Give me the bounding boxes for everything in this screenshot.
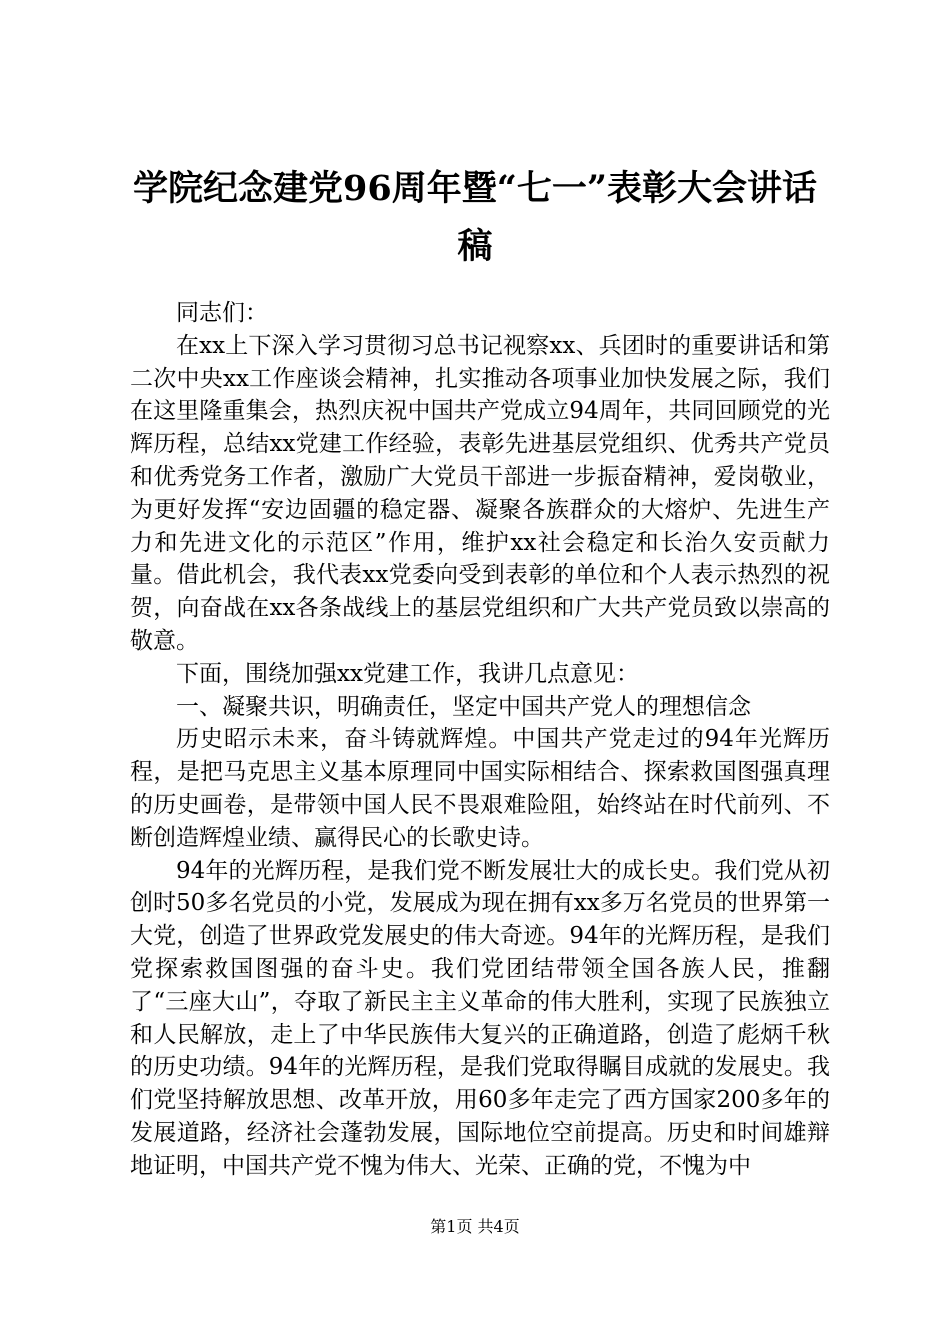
paragraph: 下面，围绕加强xx党建工作，我讲几点意见： [176, 660, 639, 687]
paragraph: 历史昭示未来，奋斗铸就辉煌。中国共产党走过的94年光辉历程，是把马克思主义基本原理同中国实际相结合、探索救国图强真理的历史画卷，是带领中国人民不畏艰难险阻，始终站在时代前列、不断创造辉煌业绩、赢得民心的长歌史诗。 [130, 726, 830, 851]
paragraph: 94年的光辉历程，是我们党不断发展壮大的成长史。我们党从初创时50多名党员的小党，发展成为现在拥有xx多万名党员的世界第一大党，创造了世界政党发展史的伟大奇迹。94年的光辉历程，是我们党探索救国图强的奋斗史。我们党团结带领全国各族人民，推翻了“三座大山”，夺取了新民主主义革命的伟大胜利，实现了民族独立和人民解放，走上了中华民族伟大复兴的正确道路，创造了彪炳千秋的历史功绩。94年的光辉历程，是我们党取得瞩目成就的发展史。我们党坚持解放思想、改革开放，用60多年走完了西方国家200多年的发展道路，经济社会蓬勃发展，国际地位空前提高。历史和时间雄辩地证明，中国共产党不愧为伟大、光荣、正确的党，不愧为中 [130, 857, 830, 1179]
paragraph: 在xx上下深入学习贯彻习总书记视察xx、兵团时的重要讲话和第二次中央xx工作座谈会精神，扎实推动各项事业加快发展之际，我们在这里隆重集会，热烈庆祝中国共产党成立94周年，共同回顾党的光辉历程，总结xx党建工作经验，表彰先进基层党组织、优秀共产党员和优秀党务工作者，激励广大党员干部进一步振奋精神，爱岗敬业，为更好发挥“安边固疆的稳定器、凝聚各族群众的大熔炉、先进生产力和先进文化的示范区”作用，维护xx社会稳定和长治久安贡献力量。借此机会，我代表xx党委向受到表彰的单位和个人表示热烈的祝贺，向奋战在xx各条战线上的基层党组织和广大共产党员致以崇高的敬意。 [130, 332, 830, 654]
section-heading: 一、凝聚共识，明确责任，坚定中国共产党人的理想信念 [176, 693, 751, 720]
salutation: 同志们： [176, 300, 268, 326]
page-footer: 第1页 共4页 [430, 1217, 520, 1236]
document-body [130, 297, 830, 1183]
document-title: 学院纪念建党96周年暨“七一”表彰大会讲话稿 [133, 168, 817, 267]
